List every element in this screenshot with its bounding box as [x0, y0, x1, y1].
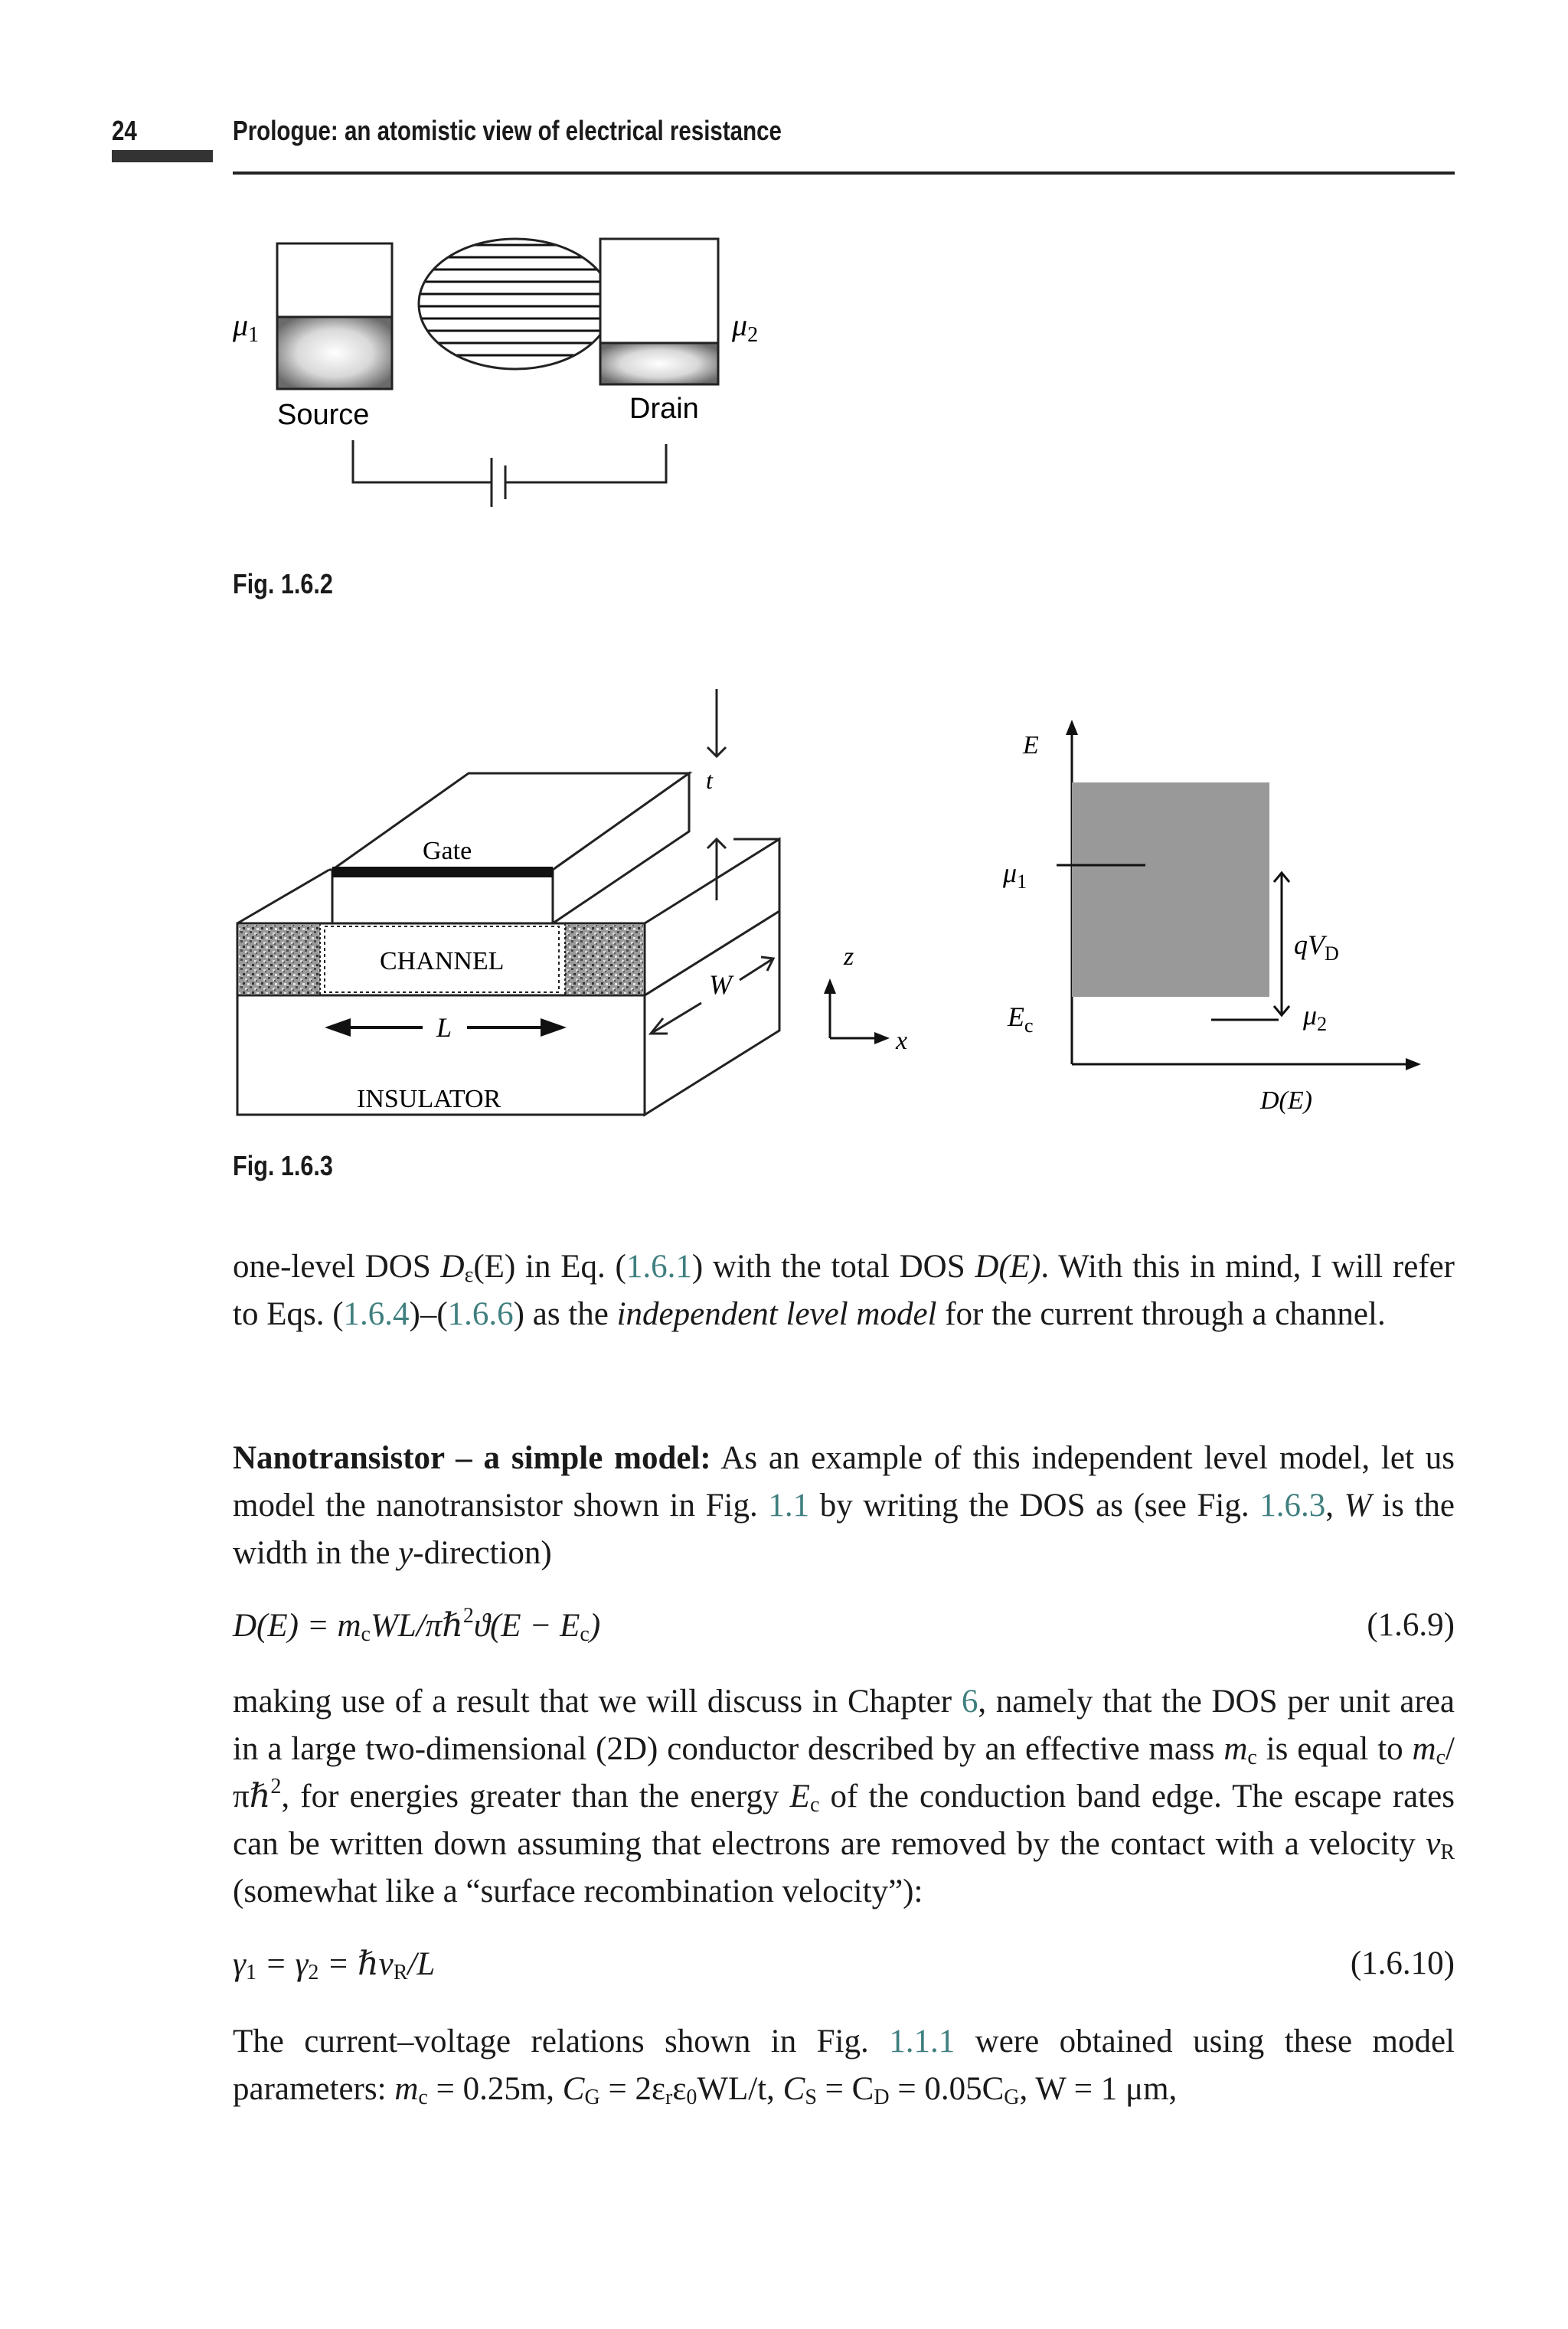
- thickness-label: t: [706, 766, 713, 794]
- figure-caption-1-6-3: Fig. 1.6.3: [233, 1150, 333, 1181]
- drain-fill: [600, 343, 718, 384]
- circuit-wire: [353, 440, 492, 482]
- figure-caption-1-6-2: Fig. 1.6.2: [233, 568, 333, 599]
- header-rule: [233, 171, 1455, 175]
- paragraph-3: making use of a result that we will discuss in Chapter 6, namely that the DOS per unit area in a large two-dimensional (2D) conductor described by an effective mass $m_c$ is equal to $m_c/\pi\hbar^2$, for energies greater than the energy $E_c$ of the conduction band edge. The escape rates can be written down assuming that electrons are removed by the contact with a velocity $v_R$ (somewhat like a “surface recombination velocity”):: [233, 1684, 1455, 1909]
- equation-number: (1.6.10): [1350, 1945, 1455, 1981]
- eq-ref-1-6-4[interactable]: 1.6.4: [343, 1296, 410, 1332]
- drain-contact: [565, 925, 643, 994]
- gate-metal: [332, 867, 553, 877]
- axes-indicator: [824, 978, 890, 1044]
- length-label: L: [436, 1012, 452, 1043]
- chapter-ref-6[interactable]: 6: [961, 1684, 978, 1720]
- figure-1-6-2: [214, 222, 796, 551]
- figure-1-6-3: [222, 674, 1447, 1133]
- source-label: Source: [277, 399, 370, 431]
- fig-ref-1-6-3[interactable]: 1.6.3: [1259, 1488, 1326, 1524]
- fig-ref-1-1[interactable]: 1.1: [768, 1488, 810, 1524]
- eq-ref-1-6-1[interactable]: 1.6.1: [626, 1249, 692, 1285]
- gate-label: Gate: [423, 837, 472, 865]
- qvd-arrow: [1274, 873, 1289, 1015]
- z-axis-label: z: [844, 942, 854, 971]
- eq-ref-1-6-6[interactable]: 1.6.6: [447, 1296, 514, 1332]
- dos-axis-label: D(E): [1260, 1086, 1312, 1115]
- mu2-level-label: $\mu_2$: [1303, 1000, 1328, 1035]
- header-bar: [112, 150, 213, 162]
- equation-1-6-9: $D(E) = m_cWL/\pi\hbar^2ϑ(E - E_c)$ (1.6.9): [233, 1604, 1455, 1646]
- insulator-label: INSULATOR: [357, 1085, 501, 1113]
- fig-ref-1-1-1[interactable]: 1.1.1: [889, 2024, 956, 2060]
- ec-label: $E_c$: [1008, 1001, 1034, 1037]
- paragraph-2: Nanotransistor – a simple model: As an example of this independent level model, let us model the nanotransistor shown in Fig. 1.1 by writing the DOS as (see Fig. 1.6.3, W is the width in the y-direction): [233, 1440, 1455, 1571]
- mu2-label: $\mu_2$: [732, 308, 759, 347]
- source-contact: [239, 925, 320, 994]
- dos-block: [1072, 782, 1269, 997]
- drain-label: Drain: [629, 393, 699, 425]
- running-title: Prologue: an atomistic view of electrical resistance: [233, 115, 782, 146]
- qvd-label: $qV_D$: [1294, 929, 1339, 965]
- channel-label: CHANNEL: [380, 947, 505, 975]
- page-number: 24: [112, 115, 137, 146]
- equation-1-6-10: $\gamma_1 = \gamma_2$ = ℏv$_R$/L (1.6.10): [233, 1945, 1455, 1984]
- section-runin-heading: Nanotransistor – a simple model:: [233, 1440, 711, 1476]
- mu1-label: $\mu_1$: [233, 308, 260, 347]
- x-axis-label: x: [896, 1027, 908, 1055]
- mu1-level-label: $\mu_1$: [1003, 857, 1027, 893]
- paragraph-1: one-level DOS $D_\varepsilon(E)$ in Eq. (1.6.1) with the total DOS D(E). With this in mind, I will refer to Eqs. (1.6.4)–(1.6.6) as the independent level model for the current through a channel.: [233, 1249, 1455, 1332]
- energy-axis-label: E: [1023, 731, 1039, 759]
- equation-number: (1.6.9): [1367, 1607, 1455, 1643]
- paragraph-4: The current–voltage relations shown in Fig. 1.1.1 were obtained using these model parameters: $m_c = 0.25m$, $C_G = 2\varepsilon_r\varepsilon_0WL/t$, $C_S = C_D = 0.05C_G$, W = 1 μm,: [233, 2024, 1455, 2109]
- thickness-arrows: [707, 689, 726, 900]
- source-fill: [277, 317, 392, 389]
- width-label: W: [709, 969, 732, 1000]
